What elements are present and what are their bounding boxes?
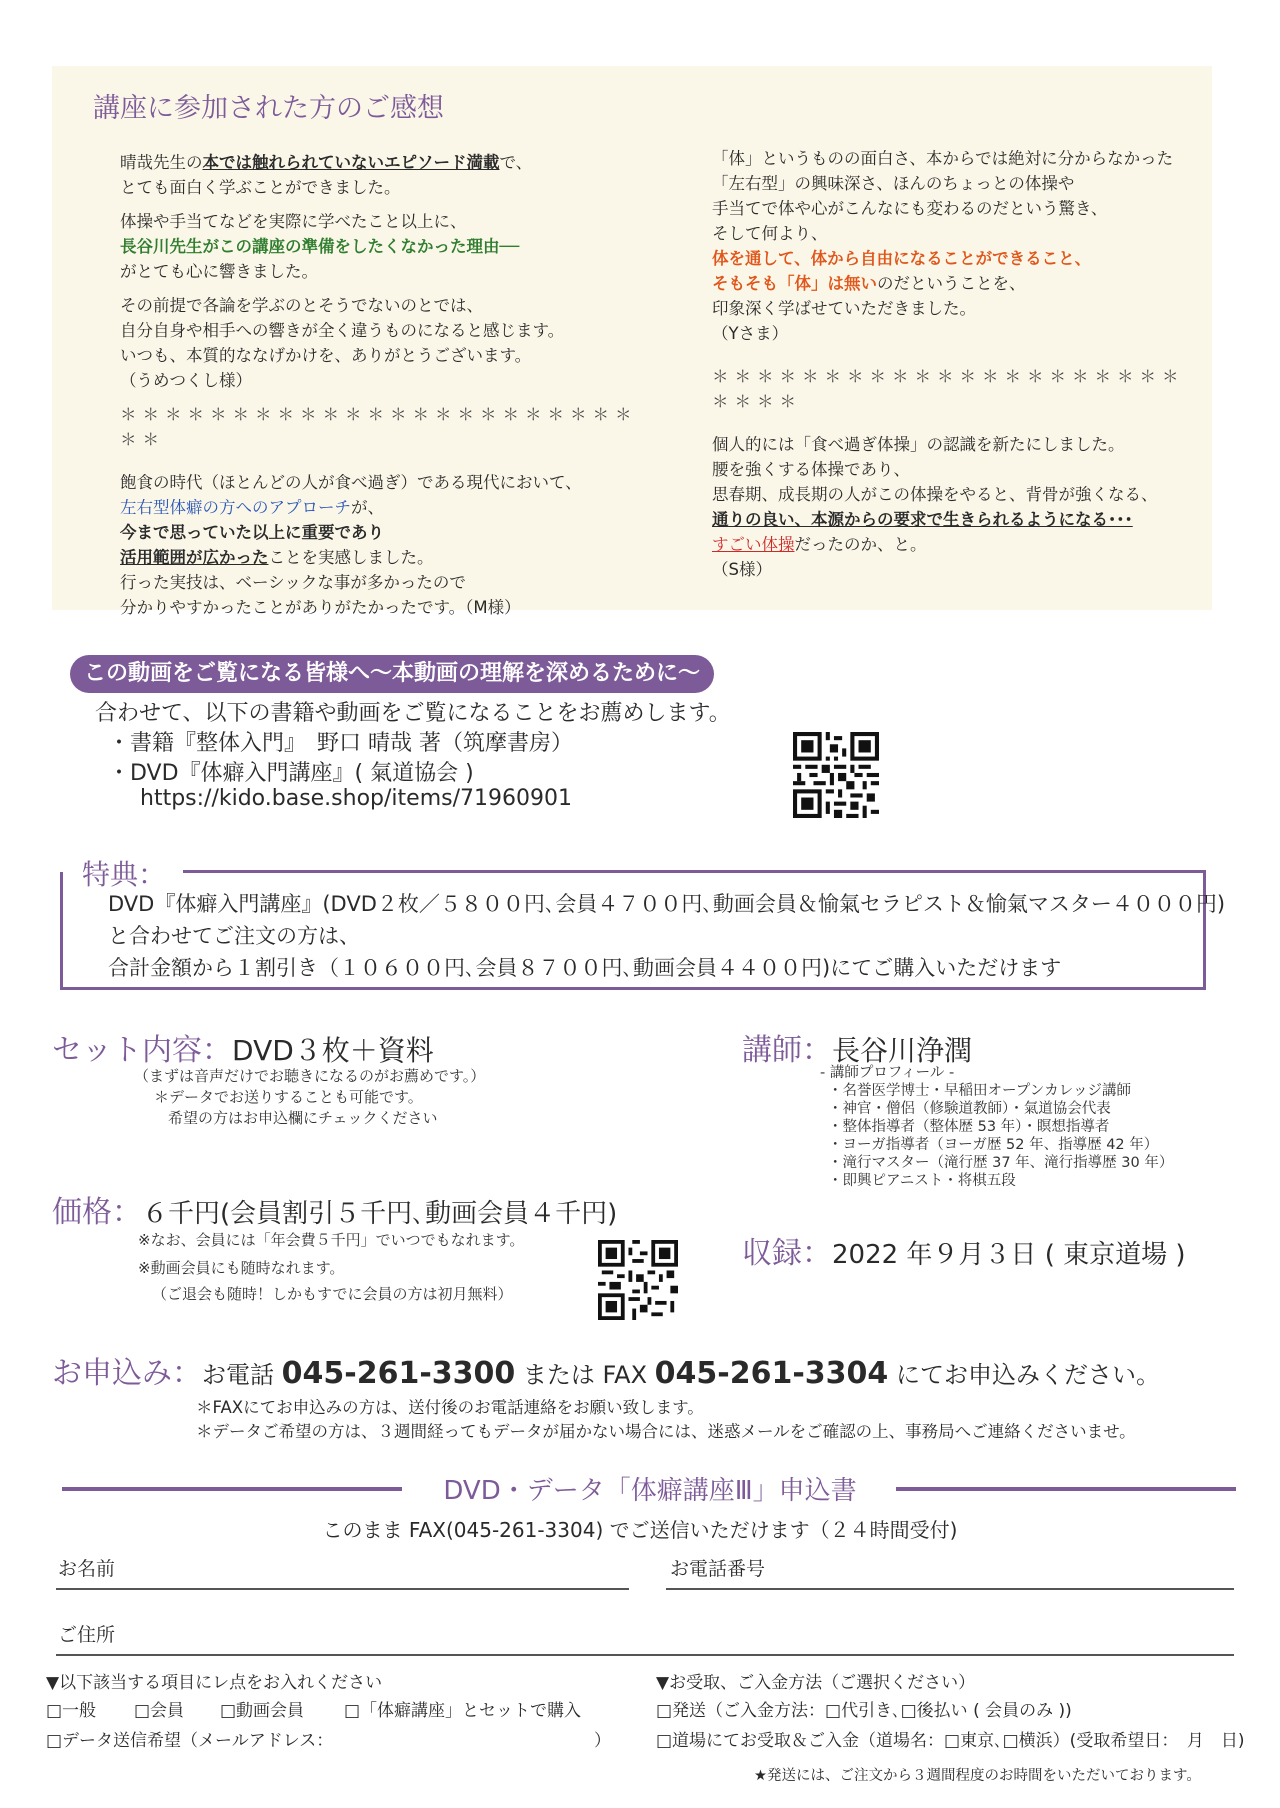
- option-general-checkbox[interactable]: □一般: [46, 1701, 97, 1721]
- testimonial-line: 今まで思っていた以上に重要であり: [120, 523, 384, 542]
- recommend-dvd: ・DVD『体癖入門講座』( 氣道協会 ): [108, 761, 474, 786]
- testimonial-signature: （Yさま）: [712, 324, 789, 343]
- recording-heading: 収録：2022 年９月３日 ( 東京道場 ): [742, 1236, 1186, 1271]
- name-label: お名前: [58, 1558, 116, 1580]
- testimonial-line: 飽食の時代（ほとんどの人が食べ過ぎ）である現代において、: [120, 473, 582, 492]
- testimonial-line: 左右型体癖の方へのアプローチが、: [120, 498, 384, 517]
- price-heading: 価格：６千円(会員割引５千円､動画会員４千円): [52, 1195, 618, 1230]
- testimonial-line: 自分自身や相手への響きが全く違うものになると感じます。: [120, 321, 565, 340]
- price-note: （ご退会も随時！しかもすでに会員の方は初月無料）: [152, 1285, 513, 1303]
- set-heading: セット内容：DVD３枚＋資料: [52, 1033, 434, 1068]
- testimonial-line: 手当てで体や心がこんなにも変わるのだという驚き、: [712, 199, 1108, 218]
- testimonial-line: 個人的には「食べ過ぎ体操」の認識を新たにしました。: [712, 435, 1125, 454]
- apply-note: ＊データご希望の方は、３週間経ってもデータが届かない場合には、迷惑メールをご確認の上、事務局へご連絡くださいませ。: [196, 1422, 1136, 1441]
- tokuten-line: と合わせてご注文の方は、: [108, 924, 360, 948]
- fax-number: 045-261-3304: [654, 1356, 889, 1391]
- set-note: ＊データでお送りすることも可能です。: [154, 1088, 423, 1106]
- lecturer-profile-line: ・ヨーガ指導者（ヨーガ歴 52 年、指導歴 42 年）: [828, 1137, 1159, 1153]
- recommend-book: ・書籍『整体入門』 野口 晴哉 著（筑摩書房）: [108, 731, 573, 756]
- testimonial-line: 分かりやすかったことがありがたかったです。（M様）: [120, 598, 521, 617]
- testimonial-line: いつも、本質的ななげかけを、ありがとうございます。: [120, 346, 532, 365]
- email-field-close: ）: [594, 1731, 611, 1751]
- phone-label: お電話番号: [670, 1558, 766, 1580]
- testimonial-line: その前提で各論を学ぶのとそうでないのとでは、: [120, 296, 483, 315]
- testimonials-right-column: [712, 146, 1192, 582]
- recommend-url-link[interactable]: https://kido.base.shop/items/71960901: [140, 786, 572, 811]
- qr-code-icon: [793, 732, 879, 818]
- testimonial-line: 活用範囲が広かったことを実感しました。: [120, 548, 434, 567]
- option-data-delivery-checkbox[interactable]: □データ送信希望（メールアドレス：: [46, 1731, 334, 1751]
- form-title-rule-left: [62, 1487, 402, 1491]
- lecturer-profile-title: - 講師プロフィール -: [820, 1065, 955, 1081]
- divider-stars: ＊＊＊＊＊＊＊＊＊＊＊＊＊＊＊＊＊＊＊＊＊＊＊＊＊: [120, 405, 638, 449]
- testimonial-line: 通りの良い、本源からの要求で生きられるようになる･･･: [712, 510, 1133, 529]
- receive-shipping-checkbox[interactable]: □発送（ご入金方法：□代引き､□後払い ( 会員のみ )): [656, 1701, 1072, 1721]
- tokuten-line: DVD『体癖入門講座』(DVD２枚／５８００円､会員４７００円､動画会員＆愉氣セラピスト＆愉氣マスター４０００円): [108, 892, 1226, 916]
- lecturer-profile-line: ・整体指導者（整体歴 53 年）・瞑想指導者: [828, 1119, 1110, 1135]
- testimonial-line: 体操や手当てなどを実際に学べたこと以上に、: [120, 212, 467, 231]
- lecturer-heading: 講師：長谷川浄潤: [742, 1033, 973, 1068]
- testimonial-line: 晴哉先生の本では触れられていないエピソード満載で、: [120, 153, 533, 172]
- address-label: ご住所: [58, 1624, 116, 1646]
- recommend-banner: この動画をご覧になる皆様へ～本動画の理解を深めるために～: [70, 655, 714, 693]
- tokuten-line: 合計金額から１割引き（１０６００円､会員８７００円､動画会員４４００円)にてご購入いただけます: [108, 956, 1062, 980]
- shipping-footnote: ★発送には、ご注文から３週間程度のお時間をいただいております。: [754, 1768, 1201, 1784]
- testimonial-line: 腰を強くする体操であり、: [712, 460, 910, 479]
- form-title: DVD・データ「体癖講座Ⅲ」申込書: [443, 1476, 857, 1506]
- testimonial-highlight: 長谷川先生がこの講座の準備をしたくなかった理由──: [120, 237, 520, 256]
- receive-dojo-checkbox[interactable]: □道場にてお受取＆ご入金（道場名：□東京､□横浜）(受取希望日： 月 日): [656, 1731, 1245, 1751]
- form-subtitle: このまま FAX(045-261-3304) でご送信いただけます（２４時間受付): [322, 1518, 958, 1542]
- testimonial-line: 思春期、成長期の人がこの体操をやると、背骨が強くなる、: [712, 485, 1158, 504]
- testimonial-line: そして何より、: [712, 224, 828, 243]
- testimonial-line: 印象深く学ばせていただきました。: [712, 299, 976, 318]
- testimonial-signature: （S様）: [712, 560, 772, 579]
- set-note: 希望の方はお申込欄にチェックください: [168, 1109, 438, 1127]
- testimonial-line: すごい体操だったのか、と。: [712, 535, 927, 554]
- testimonial-signature: （うめつくし様）: [120, 371, 252, 390]
- testimonial-line: とても面白く学ぶことができました。: [120, 178, 401, 197]
- items-heading: ▼以下該当する項目にレ点をお入れください: [46, 1673, 383, 1693]
- testimonials-left-column: [120, 150, 640, 620]
- recommend-line: 合わせて、以下の書籍や動画をご覧になることをお薦めします。: [95, 701, 731, 726]
- phone-field[interactable]: [666, 1588, 1234, 1590]
- divider-stars: ＊＊＊＊＊＊＊＊＊＊＊＊＊＊＊＊＊＊＊＊＊＊＊＊＊: [712, 367, 1185, 411]
- testimonial-line: 行った実技は、ベーシックな事が多かったので: [120, 573, 466, 592]
- set-note: （まずは音声だけでお聴きになるのがお薦めです。）: [134, 1067, 486, 1085]
- testimonial-line: がとても心に響きました。: [120, 262, 318, 281]
- lecturer-profile-line: ・即興ピアニスト・将棋五段: [828, 1173, 1016, 1189]
- tokuten-title: 特典：: [80, 853, 176, 893]
- testimonial-line: そもそも「体」は無いのだということを、: [712, 274, 1026, 293]
- qr-code-icon: [598, 1240, 678, 1320]
- testimonial-highlight: 体を通して、体から自由になることができること、: [712, 249, 1092, 268]
- tokuten-topline: [183, 870, 1206, 873]
- price-note: ※動画会員にも随時なれます。: [138, 1259, 345, 1277]
- testimonials-title: 講座に参加された方のご感想: [93, 93, 444, 124]
- apply-note: ＊FAXにてお申込みの方は、送付後のお電話連絡をお願い致します。: [196, 1398, 704, 1417]
- lecturer-profile-line: ・名誉医学博士・早稲田オープンカレッジ講師: [828, 1083, 1132, 1099]
- lecturer-profile-line: ・滝行マスター（滝行歴 37 年、滝行指導歴 30 年）: [828, 1155, 1174, 1171]
- testimonial-line: 「体」というものの面白さ、本からでは絶対に分からなかった: [712, 149, 1174, 168]
- option-set-purchase-checkbox[interactable]: □「体癖講座」とセットで購入: [344, 1701, 582, 1721]
- phone-number: 045-261-3300: [281, 1356, 516, 1391]
- apply-heading: お申込み：お電話 045-261-3300 または FAX 045-261-3304 にてお申込みください。: [52, 1356, 1160, 1391]
- name-field[interactable]: [56, 1588, 629, 1590]
- lecturer-profile-line: ・神官・僧侶（修験道教師）・氣道協会代表: [828, 1101, 1111, 1117]
- price-note: ※なお、会員には「年会費５千円」でいつでもなれます。: [138, 1231, 525, 1249]
- address-field[interactable]: [56, 1654, 1234, 1656]
- receive-heading: ▼お受取、ご入金方法（ご選択ください）: [656, 1673, 976, 1693]
- option-member-checkbox[interactable]: □会員: [134, 1701, 185, 1721]
- testimonial-line: 「左右型」の興味深さ、ほんのちょっとの体操や: [712, 174, 1075, 193]
- option-video-member-checkbox[interactable]: □動画会員: [220, 1701, 305, 1721]
- form-title-rule-right: [896, 1487, 1236, 1491]
